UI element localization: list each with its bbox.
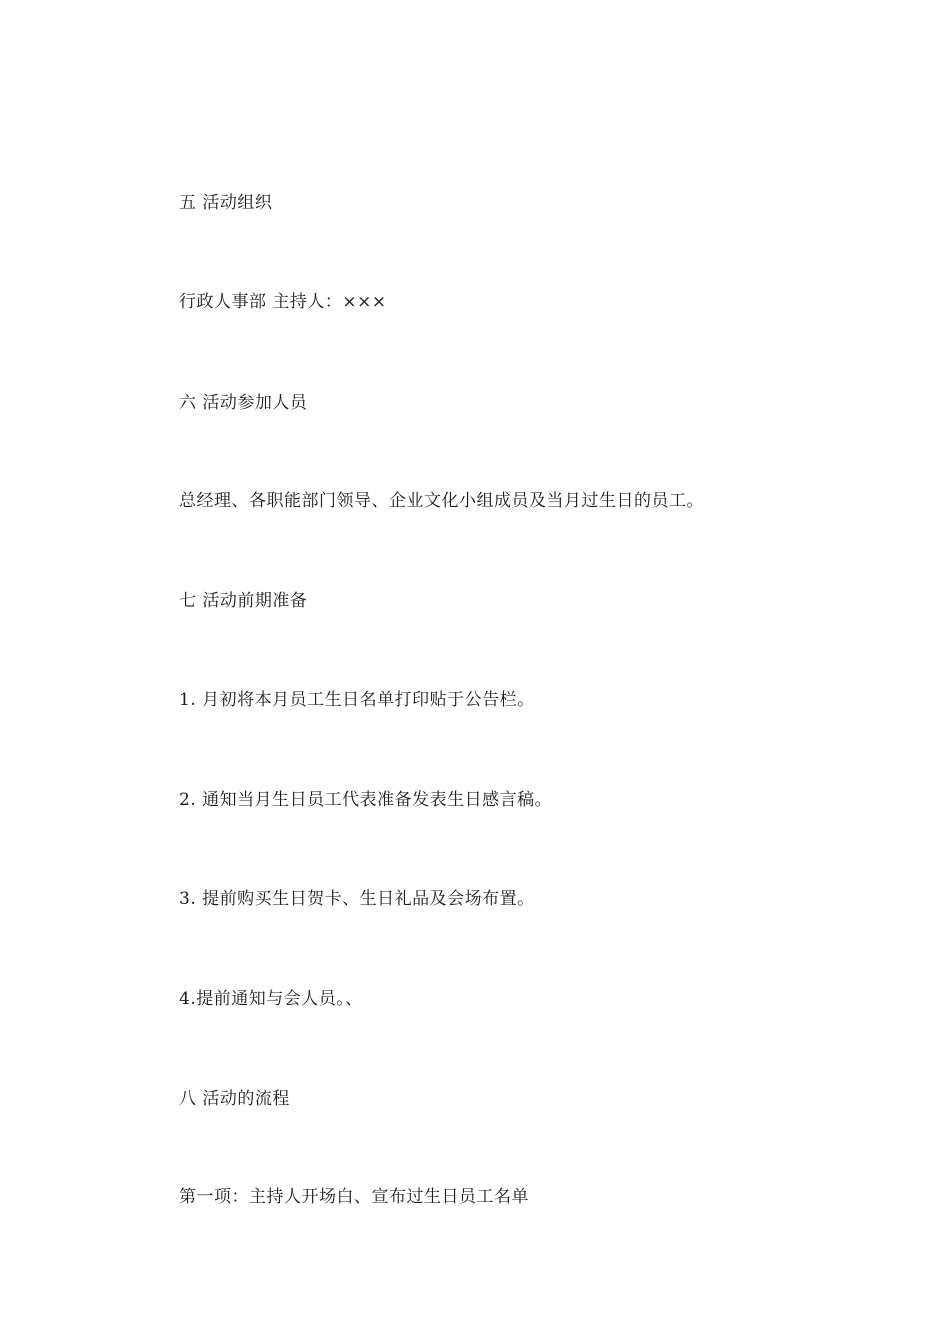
process-step-1: 第一项：主持人开场白、宣布过生日员工名单 — [179, 1187, 529, 1207]
preparation-item-3: 3. 提前购买生日贺卡、生日礼品及会场布置。 — [179, 889, 535, 909]
section-heading-process: 八 活动的流程 — [179, 1089, 290, 1109]
section-heading-organization: 五 活动组织 — [179, 193, 273, 213]
section-heading-preparation: 七 活动前期准备 — [179, 591, 308, 611]
section-heading-participants: 六 活动参加人员 — [179, 393, 308, 413]
preparation-item-4: 4.提前通知与会人员。、 — [179, 989, 363, 1009]
preparation-item-2: 2. 通知当月生日员工代表准备发表生日感言稿。 — [179, 790, 553, 810]
participants-text: 总经理、各职能部门领导、企业文化小组成员及当月过生日的员工。 — [179, 491, 704, 511]
organizer-line: 行政人事部 主持人：××× — [179, 292, 387, 312]
preparation-item-1: 1. 月初将本月员工生日名单打印贴于公告栏。 — [179, 690, 535, 710]
